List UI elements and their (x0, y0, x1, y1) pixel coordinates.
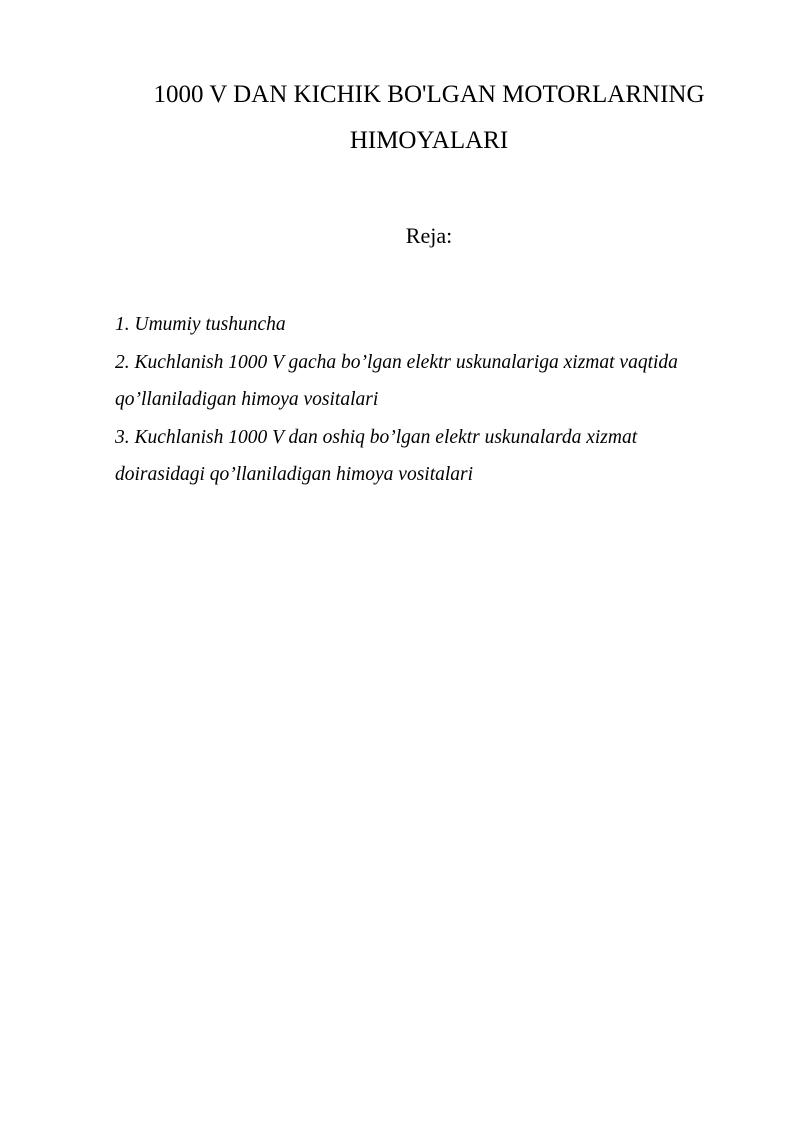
plan-item-1 (115, 306, 755, 344)
document-title-line-1: 1000 V DAN KICHIK BO'LGAN MOTORLARNING (153, 81, 705, 108)
plan-item-1-line-1: 1. Umumiy tushuncha (115, 314, 286, 335)
plan-item-3-line-2: doirasidagi qo’llaniladigan himoya vositalari (115, 464, 474, 485)
plan-item-3 (115, 419, 755, 494)
document-title (115, 72, 743, 164)
document-title-line-2: HIMOYALARI (349, 127, 509, 154)
plan-list (115, 306, 755, 494)
plan-heading: Reja: (405, 223, 453, 248)
plan-item-2-line-2: qo’llaniladigan himoya vositalari (115, 389, 379, 410)
plan-item-2-line-1: 2. Kuchlanish 1000 V gacha bo’lgan elektr uskunalariga xizmat vaqtida (115, 351, 678, 373)
plan-item-3-line-1: 3. Kuchlanish 1000 V dan oshiq bo’lgan elektr uskunalarda xizmat (115, 426, 638, 448)
plan-item-2 (115, 344, 755, 419)
